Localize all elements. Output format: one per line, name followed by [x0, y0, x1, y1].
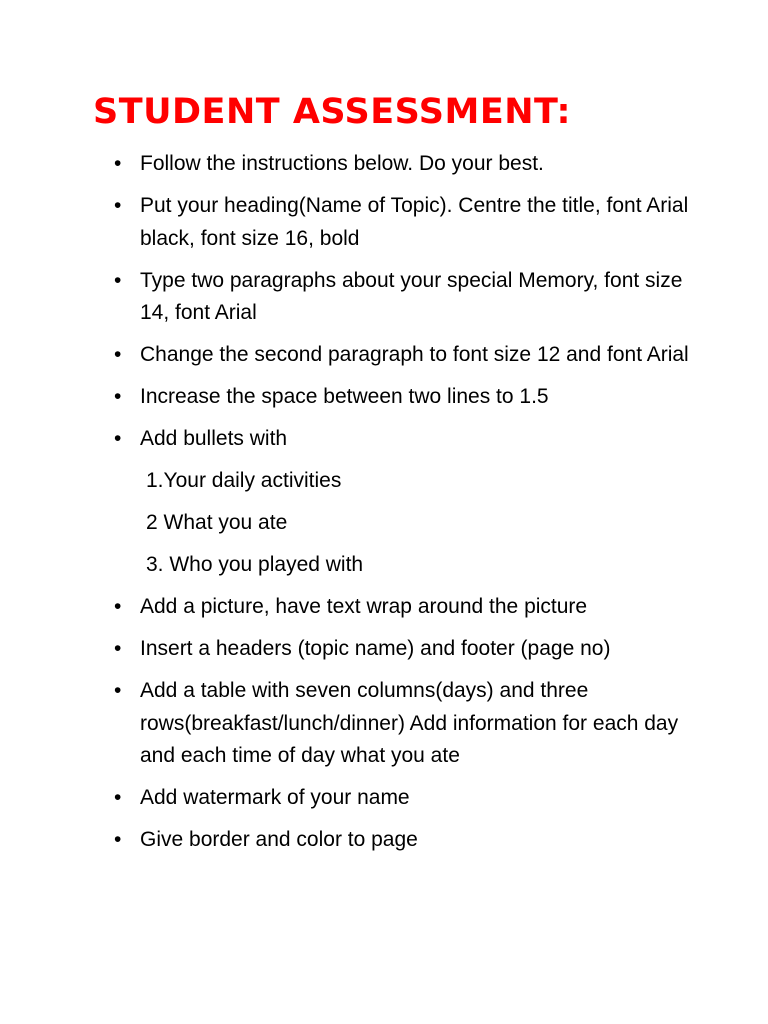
list-item: [114, 824, 694, 857]
list-item-text: Type two paragraphs about your special Memory, font size 14, font Arial: [140, 268, 683, 324]
bullet-icon: •: [114, 637, 122, 660]
sub-list-item-text: 1.Your daily activities: [146, 469, 342, 492]
list-item-text: Give border and color to page: [140, 828, 418, 851]
bullet-icon: •: [114, 152, 122, 175]
list-item: [114, 265, 694, 330]
sub-list-item: [114, 549, 694, 582]
bullet-icon: •: [114, 268, 122, 292]
bullet-icon: •: [114, 679, 122, 702]
list-item: [114, 633, 694, 666]
sub-list-item: [114, 465, 694, 498]
list-item: [114, 190, 694, 255]
bullet-icon: •: [114, 595, 122, 618]
sub-list-item-text: 3. Who you played with: [146, 553, 364, 576]
instruction-list: [114, 148, 694, 866]
list-item-text: Put your heading(Name of Topic). Centre the title, font Arial black, font size 16, bold: [140, 194, 689, 250]
list-item: [114, 339, 694, 372]
list-item: [114, 782, 694, 815]
bullet-icon: •: [114, 385, 122, 408]
list-item-text: Change the second paragraph to font size 12 and font Arial: [140, 343, 689, 366]
list-item: [114, 381, 694, 414]
list-item: [114, 148, 694, 181]
list-item: [114, 675, 694, 773]
list-item-text: Add watermark of your name: [140, 786, 410, 809]
bullet-icon: •: [114, 828, 122, 851]
list-item-text: Increase the space between two lines to 1.5: [140, 385, 549, 408]
sub-list-item-text: 2 What you ate: [146, 511, 288, 534]
list-item-text: Add bullets with: [140, 427, 288, 450]
list-item: [114, 591, 694, 624]
sub-list-item: [114, 507, 694, 540]
list-item-text: Follow the instructions below. Do your best.: [140, 152, 544, 175]
bullet-icon: •: [114, 343, 122, 366]
bullet-icon: •: [114, 786, 122, 809]
list-item-text: Add a table with seven columns(days) and three rows(breakfast/lunch/dinner) Add information for each day and each time of day what you ate: [140, 679, 679, 767]
bullet-icon: •: [114, 427, 122, 450]
list-item: [114, 423, 694, 456]
list-item-text: Add a picture, have text wrap around the picture: [140, 595, 588, 618]
bullet-icon: •: [114, 194, 122, 217]
document-title: STUDENT ASSESSMENT:: [93, 92, 571, 132]
list-item-text: Insert a headers (topic name) and footer (page no): [140, 637, 611, 660]
